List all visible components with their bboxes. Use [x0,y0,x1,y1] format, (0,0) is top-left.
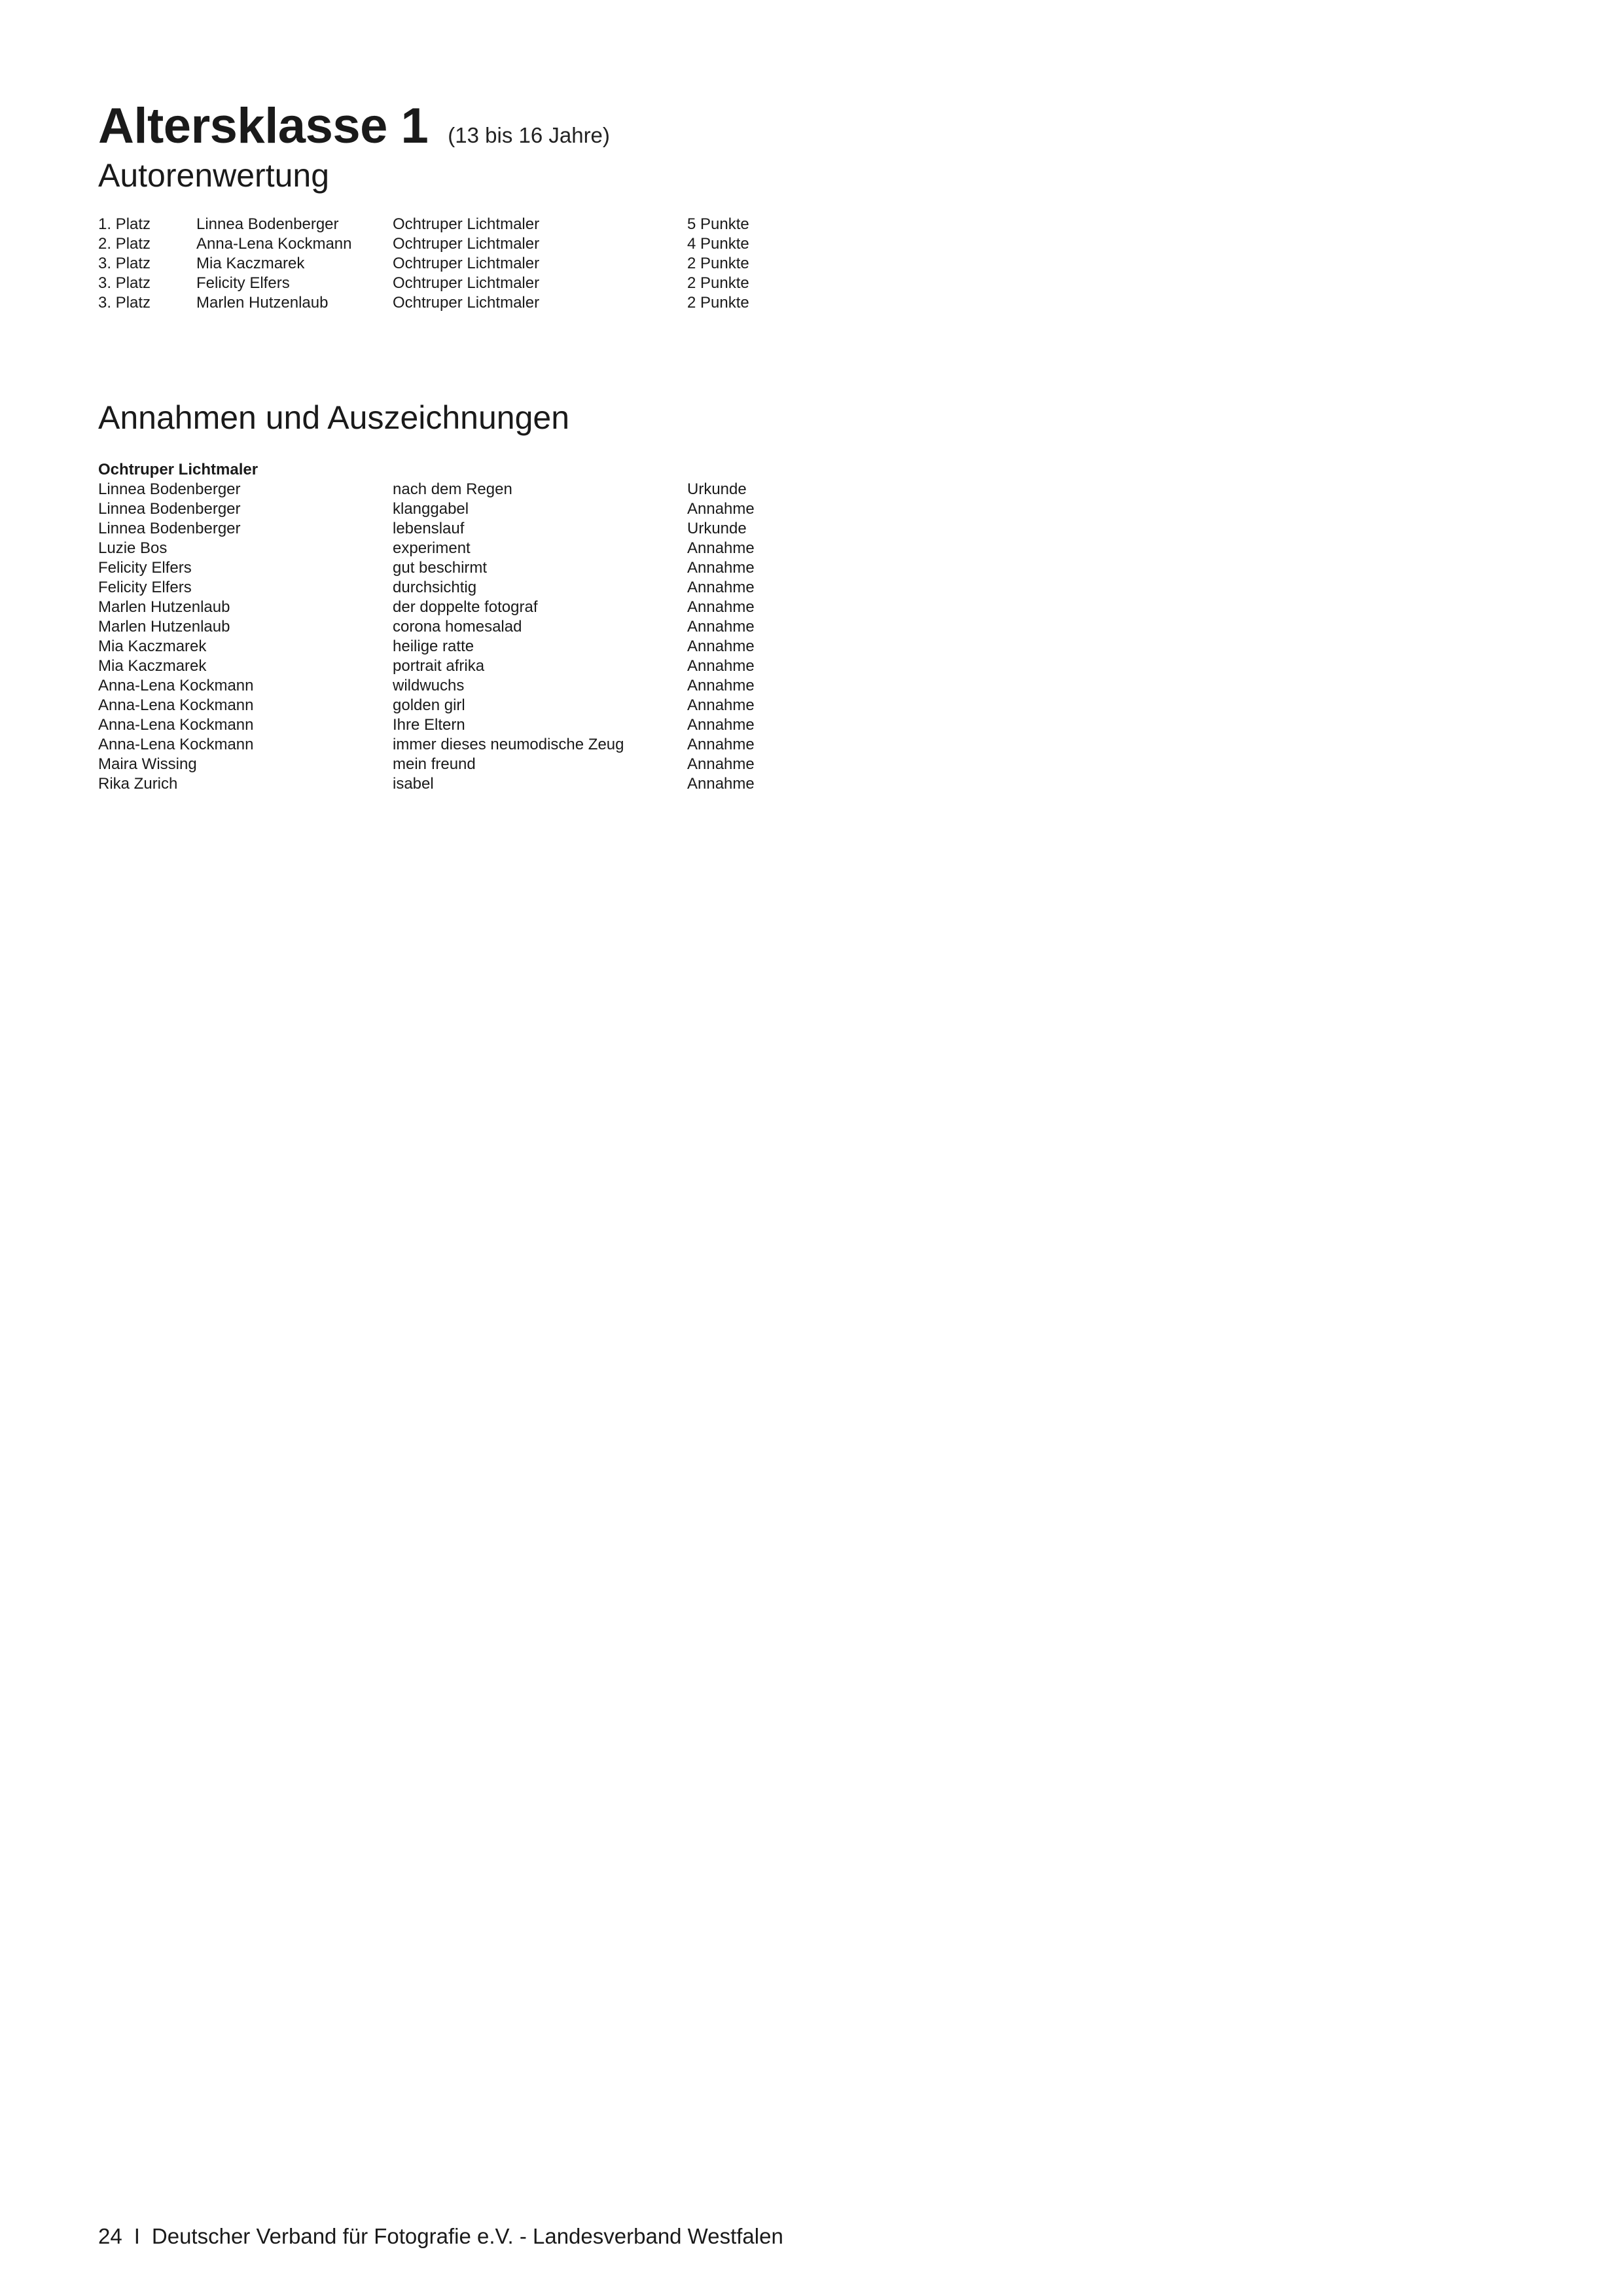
award-author: Mia Kaczmarek [98,637,207,655]
award-work-title: corona homesalad [393,618,522,636]
award-author: Linnea Bodenberger [98,520,241,537]
ranking-row [98,254,818,274]
award-row [98,598,818,617]
rank-name: Linnea Bodenberger [196,215,339,233]
award-row [98,637,818,656]
award-work-title: Ihre Eltern [393,716,465,734]
rank-place: 3. Platz [98,255,151,272]
award-row [98,696,818,715]
award-row [98,499,818,519]
award-row [98,578,818,598]
award-row [98,656,818,676]
ranking-row [98,293,818,313]
award-author: Rika Zurich [98,775,178,793]
award-row [98,676,818,696]
award-row [98,480,818,499]
award-result: Annahme [687,598,755,616]
page-number: 24 [98,2224,122,2248]
award-author: Felicity Elfers [98,559,192,577]
age-range-note: (13 bis 16 Jahre) [448,123,610,147]
award-author: Marlen Hutzenlaub [98,618,230,636]
footer-separator: I [134,2224,140,2248]
award-author: Anna-Lena Kockmann [98,736,254,753]
award-result: Annahme [687,657,755,675]
award-author: Linnea Bodenberger [98,480,241,498]
page-footer [98,2224,783,2249]
award-work-title: lebenslauf [393,520,465,537]
award-result: Urkunde [687,520,747,537]
award-author: Mia Kaczmarek [98,657,207,675]
rank-name: Marlen Hutzenlaub [196,294,329,312]
award-work-title: heilige ratte [393,637,474,655]
section-title-autorenwertung: Autorenwertung [98,157,330,194]
award-work-title: gut beschirmt [393,559,488,577]
ranking-table [98,215,818,313]
award-author: Maira Wissing [98,755,197,773]
award-result: Annahme [687,579,755,596]
rank-club: Ochtruper Lichtmaler [393,255,540,272]
award-work-title: experiment [393,539,471,557]
award-work-title: golden girl [393,696,465,714]
award-result: Annahme [687,618,755,636]
rank-club: Ochtruper Lichtmaler [393,294,540,312]
award-row [98,774,818,794]
rank-points: 2 Punkte [687,294,749,312]
title-line [98,98,610,154]
award-work-title: klanggabel [393,500,469,518]
rank-place: 3. Platz [98,294,151,312]
page-title: Altersklasse 1 [98,98,429,154]
award-author: Marlen Hutzenlaub [98,598,230,616]
award-result: Annahme [687,736,755,753]
rank-name: Felicity Elfers [196,274,290,292]
award-work-title: mein freund [393,755,476,773]
awards-table [98,460,818,794]
club-heading: Ochtruper Lichtmaler [98,461,259,478]
award-work-title: durchsichtig [393,579,477,596]
award-result: Annahme [687,559,755,577]
rank-place: 3. Platz [98,274,151,292]
award-row [98,539,818,558]
award-result: Urkunde [687,480,747,498]
ranking-row [98,274,818,293]
award-author: Anna-Lena Kockmann [98,677,254,694]
footer-organization: Deutscher Verband für Fotografie e.V. - Landesverband Westfalen [151,2224,783,2248]
award-work-title: portrait afrika [393,657,485,675]
title-block [98,98,610,194]
ranking-row [98,234,818,254]
award-result: Annahme [687,677,755,694]
award-author: Anna-Lena Kockmann [98,716,254,734]
award-result: Annahme [687,539,755,557]
award-rows [98,480,818,794]
award-author: Linnea Bodenberger [98,500,241,518]
award-author: Felicity Elfers [98,579,192,596]
rank-place: 2. Platz [98,235,151,253]
rank-points: 5 Punkte [687,215,749,233]
award-row [98,558,818,578]
award-result: Annahme [687,755,755,773]
rank-points: 2 Punkte [687,274,749,292]
rank-place: 1. Platz [98,215,151,233]
award-author: Luzie Bos [98,539,168,557]
award-row [98,617,818,637]
award-result: Annahme [687,775,755,793]
award-row [98,715,818,735]
award-result: Annahme [687,637,755,655]
award-work-title: immer dieses neumodische Zeug [393,736,624,753]
ranking-row [98,215,818,234]
rank-club: Ochtruper Lichtmaler [393,235,540,253]
award-row [98,755,818,774]
award-work-title: wildwuchs [393,677,465,694]
award-author: Anna-Lena Kockmann [98,696,254,714]
rank-name: Mia Kaczmarek [196,255,305,272]
rank-points: 2 Punkte [687,255,749,272]
award-result: Annahme [687,500,755,518]
section-title-awards: Annahmen und Auszeichnungen [98,399,570,436]
award-row [98,519,818,539]
award-work-title: isabel [393,775,434,793]
rank-club: Ochtruper Lichtmaler [393,215,540,233]
rank-name: Anna-Lena Kockmann [196,235,352,253]
award-work-title: nach dem Regen [393,480,512,498]
award-result: Annahme [687,716,755,734]
rank-points: 4 Punkte [687,235,749,253]
rank-club: Ochtruper Lichtmaler [393,274,540,292]
award-row [98,735,818,755]
award-result: Annahme [687,696,755,714]
award-work-title: der doppelte fotograf [393,598,538,616]
